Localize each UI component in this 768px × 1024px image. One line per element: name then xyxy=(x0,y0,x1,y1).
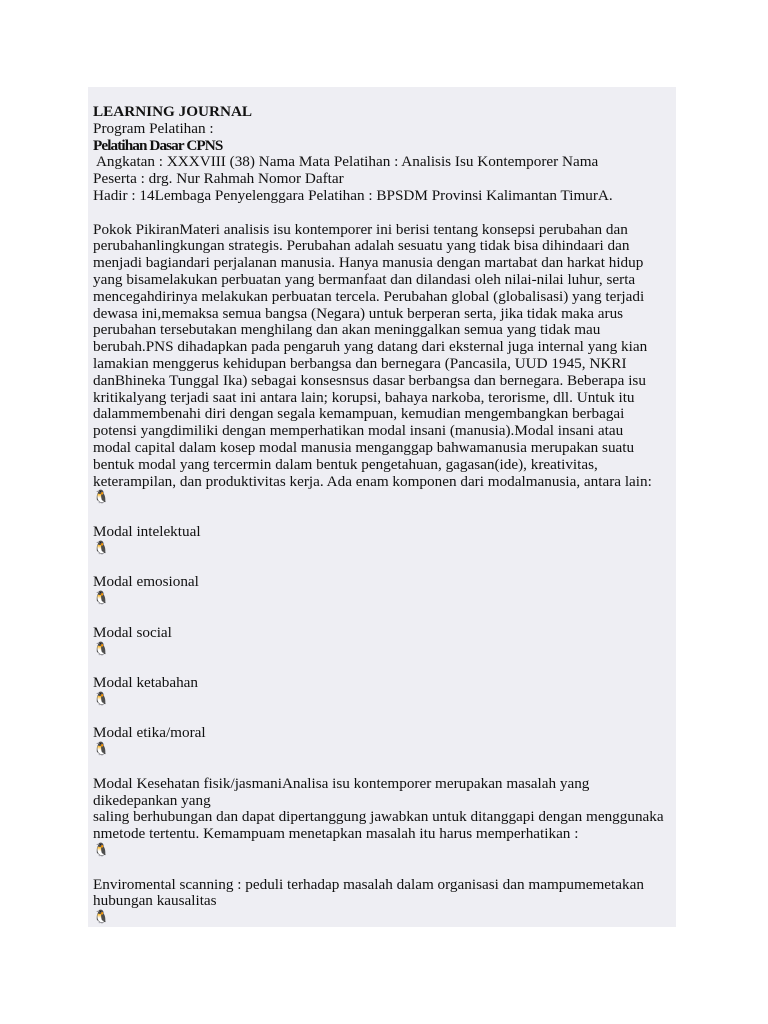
paragraph-line: dalammembenahi diri dengan segala kemampuan, kemudian mengembangkan berbagai xyxy=(93,405,625,423)
penguin-bullet-icon: 🐧 xyxy=(93,540,110,556)
modal-item: Modal emosional xyxy=(93,573,199,591)
meta-line: Hadir : 14Lembaga Penyelenggara Pelatihan : BPSDM Provinsi Kalimantan TimurA. xyxy=(93,186,613,204)
penguin-bullet-icon: 🐧 xyxy=(93,641,110,657)
paragraph-line: potensi yangdimiliki dengan memperhatikan modal insani (manusia).Modal insani atau xyxy=(93,422,624,440)
meta-line: Peserta : drg. Nur Rahmah Nomor Daftar xyxy=(93,170,344,188)
penguin-bullet-icon: 🐧 xyxy=(93,591,110,607)
spacer xyxy=(93,709,693,726)
paragraph-line: menjadi bagiandari perjalanan manusia. Hanya manusia dengan martabat dan harkat hidup xyxy=(93,254,644,272)
paragraph-line: perubahan tersebutakan menghilang dan akan meninggalkan semua yang tidak mau xyxy=(93,321,601,339)
penguin-bullet-icon: 🐧 xyxy=(93,843,110,859)
kesehatan-line: saling berhubungan dan dapat dipertanggung jawabkan untuk ditanggapi dengan menggunaka xyxy=(93,808,664,826)
spacer xyxy=(93,860,693,877)
kesehatan-line: Modal Kesehatan fisik/jasmaniAnalisa isu kontemporer merupakan masalah yang xyxy=(93,774,590,792)
document-content xyxy=(93,104,693,927)
modal-item: Modal social xyxy=(93,623,172,641)
spacer xyxy=(93,507,693,524)
modal-item: Modal ketabahan xyxy=(93,674,199,692)
paragraph-line: lamakian menggerus kehidupan berbangsa dan bernegara (Pancasila, UUD 1945, NKRI xyxy=(93,354,627,372)
modal-item: Modal etika/moral xyxy=(93,724,206,742)
env-line: hubungan kausalitas xyxy=(93,892,217,910)
penguin-bullet-icon: 🐧 xyxy=(93,490,110,506)
program-label: Program Pelatihan : xyxy=(93,119,214,137)
spacer xyxy=(93,558,693,575)
kesehatan-line: dikedepankan yang xyxy=(93,791,211,809)
modal-item: Modal intelektual xyxy=(93,522,201,540)
spacer xyxy=(93,759,693,776)
paragraph-line: Pokok PikiranMateri analisis isu kontemporer ini berisi tentang konsepsi perubahan dan xyxy=(93,220,628,238)
paragraph-line: berubah.PNS dihadapkan pada pengaruh yang datang dari eksternal juga internal yang kian xyxy=(93,338,648,356)
spacer xyxy=(93,658,693,675)
env-line: Enviromental scanning : peduli terhadap masalah dalam organisasi dan mampumemetakan xyxy=(93,875,644,893)
paragraph-line: dewasa ini,memaksa semua bangsa (Negara) untuk berperan serta, jika tidak maka arus xyxy=(93,304,624,322)
paragraph-line: keterampilan, dan produktivitas kerja. Ada enam komponen dari modalmanusia, antara lain: xyxy=(93,472,652,490)
spacer xyxy=(93,608,693,625)
program-name: Pelatihan Dasar CPNS xyxy=(93,136,223,154)
paragraph-line: danBhineka Tunggal Ika) sebagai konsesnsus dasar berbangsa dan bernegara. Beberapa isu xyxy=(93,371,646,389)
penguin-bullet-icon: 🐧 xyxy=(93,742,110,758)
kesehatan-line: nmetode tertentu. Kemampuam menetapkan masalah itu harus memperhatikan : xyxy=(93,825,579,843)
paragraph-line: yang bisamelakukan perbuatan yang bermanfaat dan dilandasi oleh nilai-nilai luhur, serta xyxy=(93,270,636,288)
paragraph-line: modal capital dalam kosep modal manusia menganggap bahwamanusia merupakan suatu xyxy=(93,438,635,456)
penguin-bullet-icon: 🐧 xyxy=(93,691,110,707)
journal-title: LEARNING JOURNAL xyxy=(93,103,253,120)
paragraph-line: kritikalyang terjadi saat ini antara lain; korupsi, bahaya narkoba, terorisme, dll. Untuk itu xyxy=(93,388,635,406)
paragraph-line: mencegahdirinya melakukan perbuatan tercela. Perubahan global (globalisasi) yang terjadi xyxy=(93,287,645,305)
penguin-bullet-icon: 🐧 xyxy=(93,910,110,926)
meta-line: Angkatan : XXXVIII (38) Nama Mata Pelatihan : Analisis Isu Kontemporer Nama xyxy=(93,153,599,171)
spacer xyxy=(93,205,693,222)
paragraph-line: perubahanlingkungan strategis. Perubahan adalah sesuatu yang tidak bisa dihindaari dan xyxy=(93,237,630,255)
paragraph-line: bentuk modal yang tercermin dalam bentuk pengetahuan, gagasan(ide), kreativitas, xyxy=(93,455,598,473)
